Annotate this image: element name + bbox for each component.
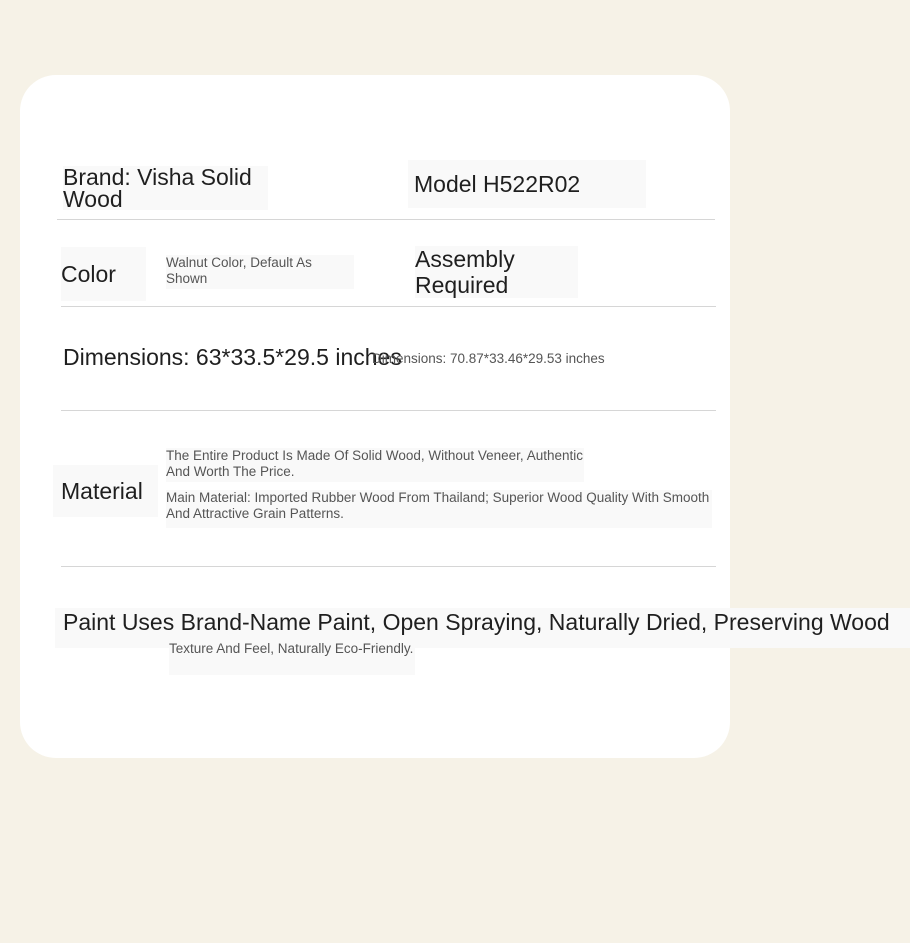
- divider: [57, 219, 715, 220]
- divider: [61, 306, 716, 307]
- color-value: Walnut Color, Default As Shown: [166, 255, 354, 289]
- spec-card: [20, 75, 890, 758]
- color-label: Color: [61, 247, 146, 301]
- paint-value: Texture And Feel, Naturally Eco-Friendly.: [169, 641, 415, 675]
- divider: [61, 566, 716, 567]
- paint-label: Paint Uses Brand-Name Paint, Open Spraying, Naturally Dried, Preserving Wood: [55, 608, 910, 648]
- dimensions-value: Dimensions: 70.87*33.46*29.53 inches: [372, 351, 605, 366]
- model-label: Model H522R02: [408, 160, 646, 208]
- material-line-2: Main Material: Imported Rubber Wood From Thailand; Superior Wood Quality With Smooth And Attractive Grain Patterns.: [166, 490, 712, 528]
- assembly-label: Assembly Required: [415, 246, 578, 298]
- dimensions-label: Dimensions: 63*33.5*29.5 inches: [63, 344, 402, 370]
- divider: [61, 410, 716, 411]
- brand-label: Brand: Visha Solid Wood: [63, 166, 268, 210]
- material-line-1: The Entire Product Is Made Of Solid Wood, Without Veneer, Authentic And Worth The Price.: [166, 448, 584, 482]
- material-label: Material: [53, 465, 158, 517]
